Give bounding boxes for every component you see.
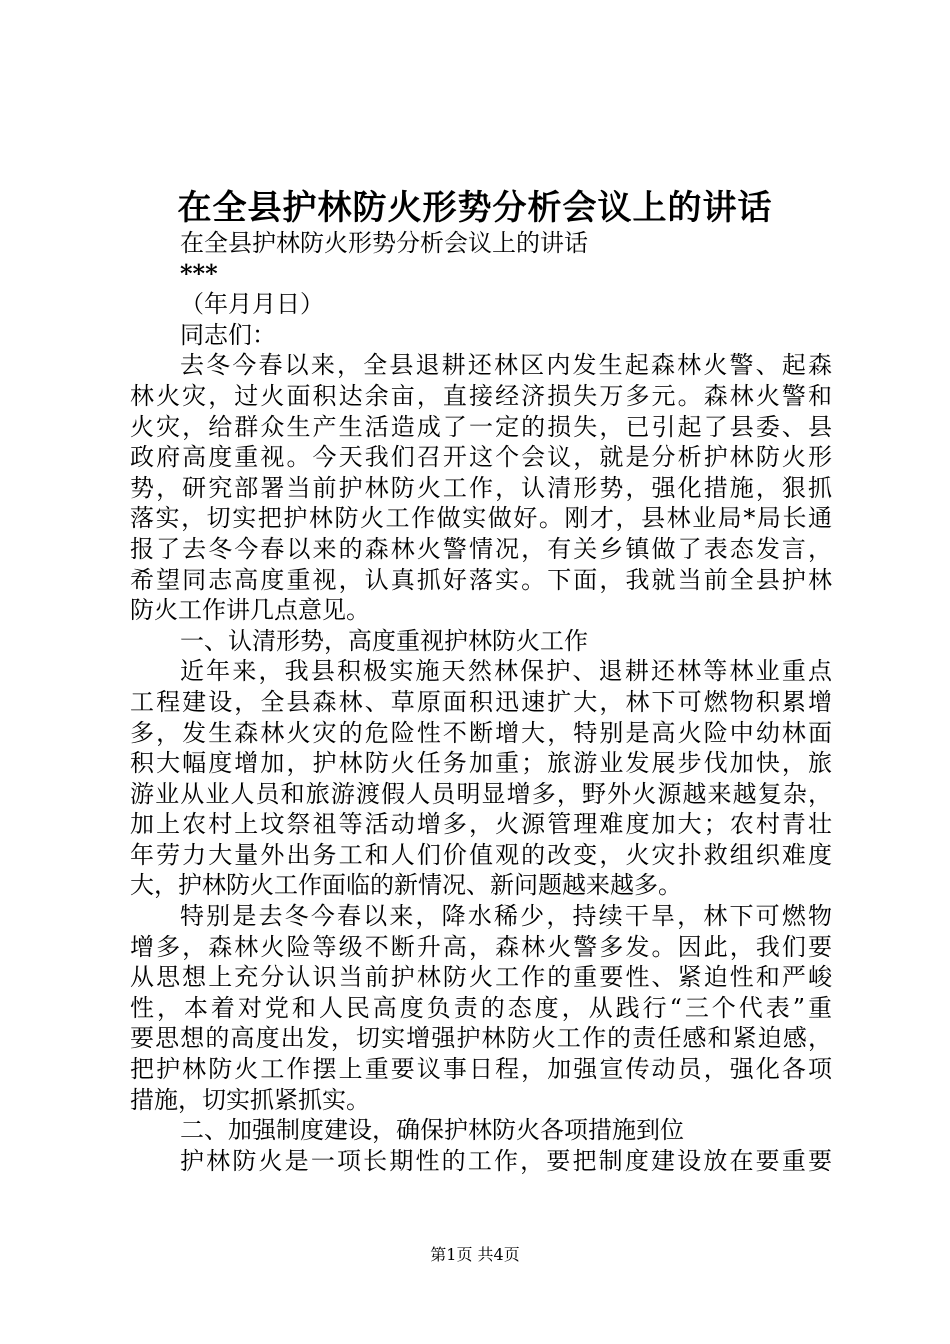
page-footer: 第1页 共4页 (430, 1245, 520, 1264)
author: *** (180, 258, 218, 288)
paragraph-line: 护林防火是一项长期性的工作，要把制度建设放在要重要 (180, 1146, 832, 1175)
paragraph-line: 把护林防火工作摆上重要议事日程，加强宣传动员，强化各项 (130, 1055, 832, 1084)
paragraph-line: 要思想的高度出发，切实增强护林防火工作的责任感和紧迫感， (130, 1024, 832, 1053)
paragraph-4 (130, 1146, 832, 1177)
paragraph-line: 林火灾，过火面积达余亩，直接经济损失万多元。森林火警和 (130, 381, 832, 410)
paragraph-line: 去冬今春以来，全县退耕还林区内发生起森林火警、起森 (180, 351, 832, 380)
section-heading-2: 二、加强制度建设，确保护林防火各项措施到位 (180, 1116, 684, 1145)
paragraph-line: 性，本着对党和人民高度负责的态度，从践行“三个代表”重 (130, 993, 832, 1022)
date-line: （年月月日） (180, 290, 324, 319)
paragraph-line: 报了去冬今春以来的森林火警情况，有关乡镇做了表态发言， (130, 534, 832, 563)
paragraph-line: 年劳力大量外出务工和人们价值观的改变，火灾扑救组织难度 (130, 840, 832, 869)
paragraph-line: 工程建设，全县森林、草原面积迅速扩大，林下可燃物积累增 (130, 687, 832, 716)
paragraph-line: 大，护林防火工作面临的新情况、新问题越来越多。 (130, 871, 682, 900)
paragraph-3 (130, 901, 832, 1115)
paragraph-line: 多，发生森林火灾的危险性不断增大，特别是高火险中幼林面 (130, 718, 832, 747)
paragraph-line: 希望同志高度重视，认真抓好落实。下面，我就当前全县护林 (130, 565, 832, 594)
paragraph-line: 增多，森林火险等级不断升高，森林火警多发。因此，我们要 (130, 932, 832, 961)
paragraph-line: 积大幅度增加，护林防火任务加重；旅游业发展步伐加快，旅 (130, 749, 832, 778)
paragraph-1 (130, 350, 832, 625)
paragraph-line: 从思想上充分认识当前护林防火工作的重要性、紧迫性和严峻 (130, 963, 832, 992)
section-heading-1: 一、认清形势，高度重视护林防火工作 (180, 626, 588, 655)
greeting: 同志们： (180, 320, 276, 349)
paragraph-line: 火灾，给群众生产生活造成了一定的损失，已引起了县委、县 (130, 412, 832, 441)
paragraph-line: 特别是去冬今春以来，降水稀少，持续干旱，林下可燃物 (180, 902, 832, 931)
document-title: 在全县护林防火形势分析会议上的讲话 (177, 188, 773, 228)
paragraph-line: 防火工作讲几点意见。 (130, 596, 370, 625)
paragraph-line: 近年来，我县积极实施天然林保护、退耕还林等林业重点 (180, 657, 832, 686)
paragraph-2 (130, 656, 832, 901)
document-body (130, 228, 832, 1176)
paragraph-line: 加上农村上坟祭祖等活动增多，火源管理难度加大；农村青壮 (130, 810, 832, 839)
paragraph-line: 势，研究部署当前护林防火工作，认清形势，强化措施，狠抓 (130, 473, 832, 502)
paragraph-line: 政府高度重视。今天我们召开这个会议，就是分析护林防火形 (130, 443, 832, 472)
subtitle: 在全县护林防火形势分析会议上的讲话 (180, 229, 588, 257)
paragraph-line: 游业从业人员和旅游渡假人员明显增多，野外火源越来越复杂， (130, 779, 832, 808)
paragraph-line: 措施，切实抓紧抓实。 (130, 1085, 370, 1114)
paragraph-line: 落实，切实把护林防火工作做实做好。刚才，县林业局*局长通 (130, 504, 832, 533)
